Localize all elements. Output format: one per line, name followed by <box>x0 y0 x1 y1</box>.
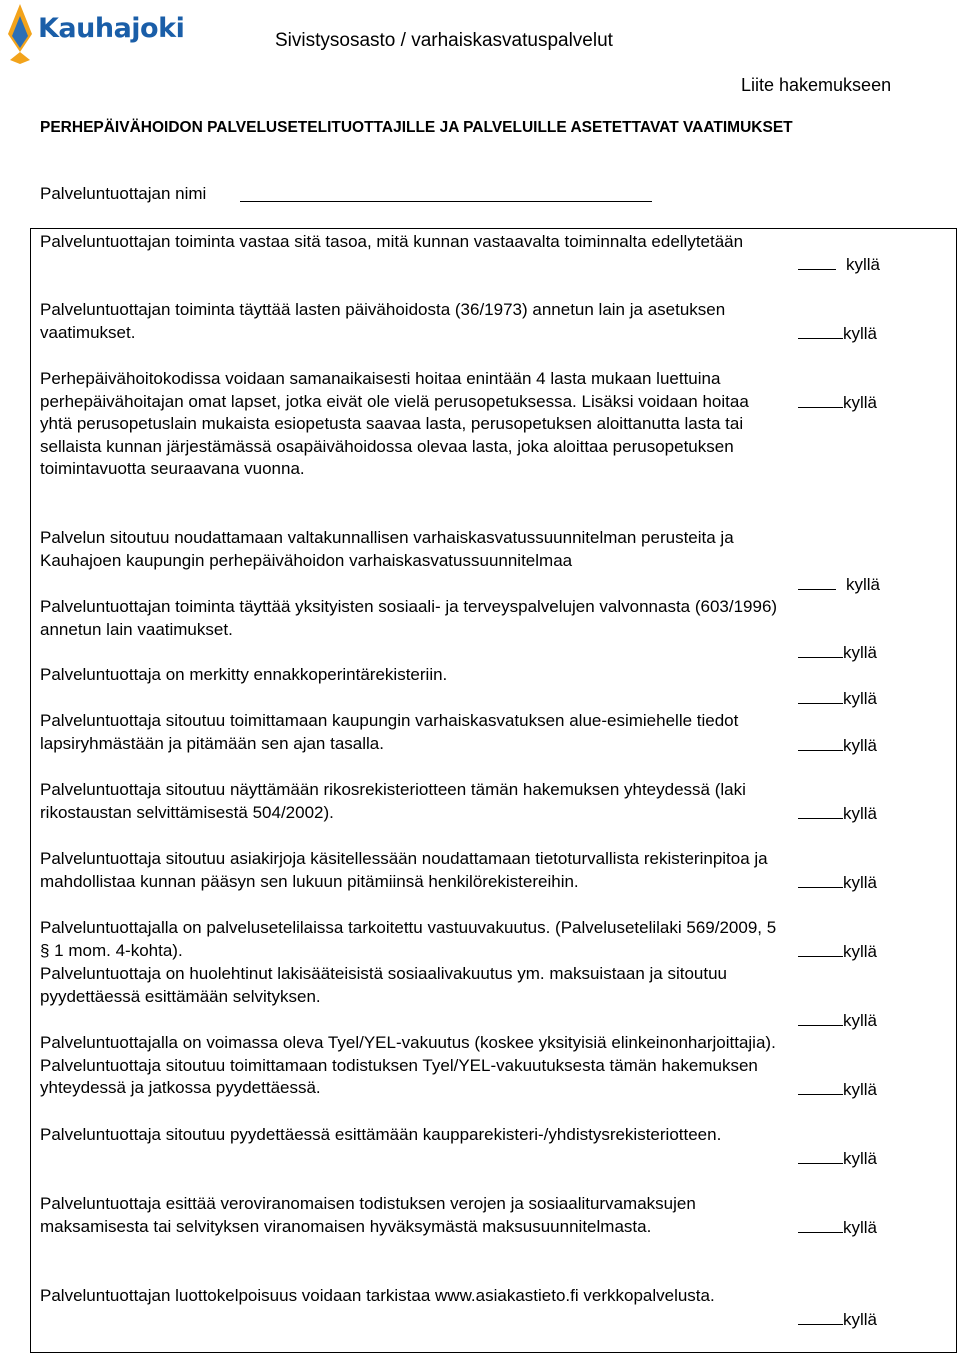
yes-checkbox[interactable]: kyllä <box>798 871 877 894</box>
yes-checkbox[interactable]: kyllä <box>798 1216 877 1239</box>
yes-checkbox[interactable]: kyllä <box>798 391 877 414</box>
provider-name-label: Palveluntuottajan nimi <box>40 184 207 203</box>
requirement-text: Palveluntuottaja esittää veroviranomaisen todistuksen verojen ja sosiaaliturvamaksujen maksamisesta tai selvityksen viranomaisen hyväksymästä maksusuunnitelmasta. <box>40 1194 696 1236</box>
requirement-text: Palveluntuottaja on merkitty ennakkoperintärekisteriin. <box>40 665 448 684</box>
requirement-text: Palvelun sitoutuu noudattamaan valtakunnallisen varhaiskasvatussuunnitelman perusteita ja Kauhajoen kaupungin perhepäivähoidon varhaiskasvatussuunnitelmaa <box>40 528 734 570</box>
requirement-text: Palveluntuottajalla on palvelusetelilaissa tarkoitettu vastuuvakuutus. (Palvelusetelilaki 569/2009, 5 § 1 mom. 4-kohta). <box>40 918 777 960</box>
logo-text: Kauhajoki <box>38 13 185 44</box>
requirement-text: Palveluntuottajalla on voimassa oleva Tyel/YEL-vakuutus (koskee yksityisiä elinkeinonharjoittajia). Palveluntuottaja sitoutuu toimittamaan todistuksen Tyel/YEL-vakuutuksesta tämän hakemuksen yhteydessä ja jatkossa pyydettäessä. <box>40 1033 776 1097</box>
yes-checkbox[interactable]: kyllä <box>798 1308 877 1331</box>
requirement-text: Palveluntuottaja sitoutuu näyttämään rikosrekisteriotteen tämän hakemuksen yhteydessä (laki rikostaustan selvittämisestä 504/2002). <box>40 780 746 822</box>
yes-checkbox[interactable]: kyllä <box>798 734 877 757</box>
appendix-label: Liite hakemukseen <box>741 75 892 95</box>
yes-checkbox[interactable]: kyllä <box>798 253 880 276</box>
yes-checkbox[interactable]: kyllä <box>798 1009 877 1032</box>
requirement-text: Palveluntuottaja on huolehtinut lakisääteisistä sosiaalivakuutus ym. maksuistaan ja sitoutuu pyydettäessä esittämään selvityksen. <box>40 964 728 1006</box>
yes-checkbox[interactable]: kyllä <box>798 1147 877 1170</box>
requirement-text: Palveluntuottajan toiminta täyttää lasten päivähoidosta (36/1973) annetun lain ja asetuksen vaatimukset. <box>40 300 726 342</box>
yes-checkbox[interactable]: kyllä <box>798 802 877 825</box>
department-name: Sivistysosasto / varhaiskasvatuspalvelut <box>275 30 613 51</box>
requirement-text: Palveluntuottaja sitoutuu pyydettäessä esittämään kaupparekisteri-/yhdistysrekisteriotteen. <box>40 1125 722 1144</box>
kauhajoki-logo-mark-icon <box>2 2 38 66</box>
requirement-text: Palveluntuottajan luottokelpoisuus voidaan tarkistaa www.asiakastieto.fi verkkopalvelusta. <box>40 1286 715 1305</box>
provider-name-field[interactable] <box>240 201 652 202</box>
requirement-text: Palveluntuottaja sitoutuu toimittamaan kaupungin varhaiskasvatuksen alue-esimiehelle tiedot lapsiryhmästään ja pitämään sen ajan tasalla. <box>40 711 739 753</box>
yes-checkbox[interactable]: kyllä <box>798 641 877 664</box>
requirement-text: Perhepäivähoitokodissa voidaan samanaikaisesti hoitaa enintään 4 lasta mukaan luettuina perhepäivähoitajan omat lapset, jotka eivät ole vielä perusopetuksessa. Lisäksi voidaan hoitaa yhtä perusopetuslain mukaista esiopetusta saavaa lasta, perusopetuksen aloittanutta lasta tai sellaista kunnan järjestämässä osapäivähoidossa olevaa lasta, joka aloittaa perusopetuksen toimintavuotta seuraavana vuonna. <box>40 369 749 478</box>
yes-checkbox[interactable]: kyllä <box>798 322 877 345</box>
requirement-text: Palveluntuottaja sitoutuu asiakirjoja käsitellessään noudattamaan tietoturvallista rekisterinpitoa ja mahdollistaa kunnan pääsyn sen lukuun pitämiinsä henkilörekistereihin. <box>40 849 768 891</box>
requirement-text: Palveluntuottajan toiminta täyttää yksityisten sosiaali- ja terveyspalvelujen valvonnasta (603/1996) annetun lain vaatimukset. <box>40 597 778 639</box>
document-title: PERHEPÄIVÄHOIDON PALVELUSETELITUOTTAJILLE JA PALVELUILLE ASETETTAVAT VAATIMUKSET <box>40 119 793 136</box>
yes-checkbox[interactable]: kyllä <box>798 573 880 596</box>
yes-checkbox[interactable]: kyllä <box>798 1078 877 1101</box>
requirement-text: Palveluntuottajan toiminta vastaa sitä tasoa, mitä kunnan vastaavalta toiminnalta edellytetään <box>40 232 744 251</box>
yes-checkbox[interactable]: kyllä <box>798 687 877 710</box>
yes-checkbox[interactable]: kyllä <box>798 940 877 963</box>
